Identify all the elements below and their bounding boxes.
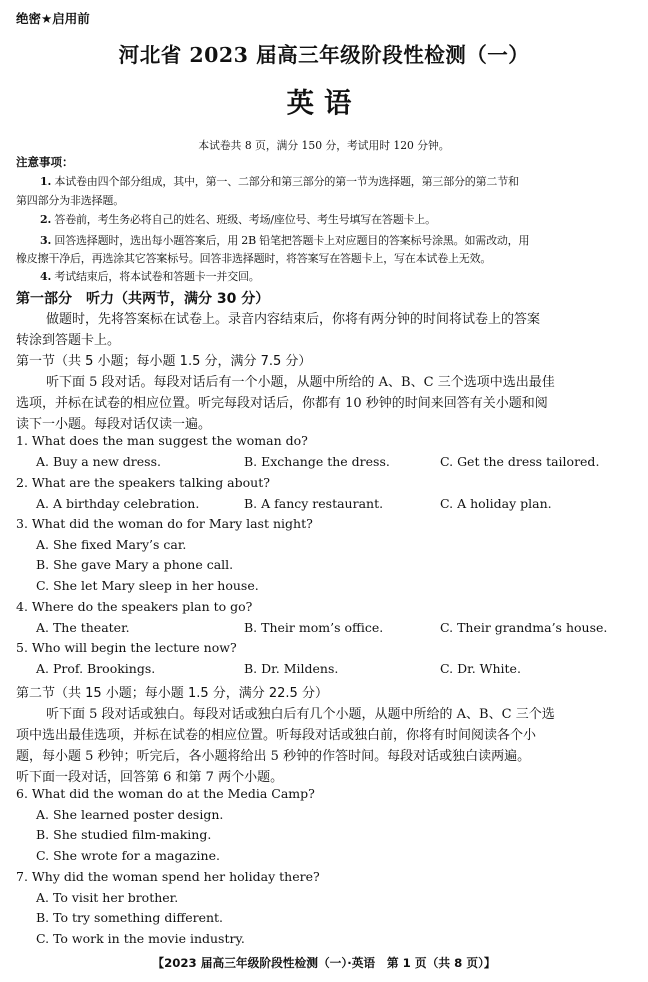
q7-option-a: A. To visit her brother. — [36, 890, 179, 905]
q5-option-a: A. Prof. Brookings. — [36, 661, 156, 676]
notice-item-1-line-1: 1. 本试卷由四个部分组成，其中，第一、二部分和第三部分的第一节为选择题，第三部分的第二节和 — [40, 175, 519, 188]
section2-intro-line-1: 听下面 5 段对话或独白。每段对话或独白后有几个小题，从题中所给的 A、B、C 三个选 — [46, 707, 555, 722]
section2-lead: 听下面一段对话，回答第 6 和第 7 两个小题。 — [16, 770, 284, 785]
question-3: 3. What did the woman do for Mary last night? — [16, 516, 313, 531]
q1-option-c: C. Get the dress tailored. — [440, 454, 600, 469]
exam-title: 河北省 2023 届高三年级阶段性检测（一） — [118, 43, 530, 67]
page-footer: 【2023 届高三年级阶段性检测（一）·英语 第 1 页（共 8 页）】 — [152, 956, 496, 970]
q3-option-a: A. She fixed Mary’s car. — [36, 537, 187, 552]
q7-option-c: C. To work in the movie industry. — [36, 931, 245, 946]
q2-option-c: C. A holiday plan. — [440, 496, 552, 511]
notice-item-1-line-2: 第四部分为非选择题。 — [16, 194, 124, 207]
q5-option-b: B. Dr. Mildens. — [244, 661, 339, 676]
notice-item-3-line-1: 3. 回答选择题时，选出每小题答案后，用 2B 铅笔把答题卡上对应题目的答案标号涂黑。如需改动，用 — [40, 234, 530, 247]
notice-heading: 注意事项： — [16, 155, 74, 169]
exam-info: 本试卷共 8 页，满分 150 分，考试用时 120 分钟。 — [198, 139, 450, 152]
question-2: 2. What are the speakers talking about? — [16, 475, 270, 490]
q2-option-b: B. A fancy restaurant. — [244, 496, 384, 511]
q1-option-b: B. Exchange the dress. — [244, 454, 390, 469]
notice-item-2: 2. 答卷前，考生务必将自己的姓名、班级、考场/座位号、考生号填写在答题卡上。 — [40, 213, 436, 226]
q4-option-c: C. Their grandma’s house. — [440, 620, 608, 635]
q6-option-b: B. She studied film-making. — [36, 827, 212, 842]
section2-intro-line-3: 题，每小题 5 秒钟；听完后，各小题将给出 5 秒钟的作答时间。每段对话或独白读两遍。 — [16, 749, 531, 764]
notice-item-4: 4. 考试结束后，将本试卷和答题卡一并交回。 — [40, 270, 260, 283]
question-1: 1. What does the man suggest the woman do? — [16, 433, 308, 448]
q4-option-b: B. Their mom’s office. — [244, 620, 384, 635]
q2-option-a: A. A birthday celebration. — [36, 496, 200, 511]
q3-option-c: C. She let Mary sleep in her house. — [36, 578, 259, 593]
confidential-label: 绝密★启用前 — [16, 11, 90, 26]
section2-title: 第二节（共 15 小题；每小题 1.5 分，满分 22.5 分） — [16, 686, 328, 701]
question-4: 4. Where do the speakers plan to go? — [16, 599, 253, 614]
section1-title: 第一节（共 5 小题；每小题 1.5 分，满分 7.5 分） — [16, 354, 312, 369]
question-6: 6. What did the woman do at the Media Camp? — [16, 786, 315, 801]
q4-option-a: A. The theater. — [36, 620, 130, 635]
notice-item-3-line-2: 橡皮擦干净后，再选涂其它答案标号。回答非选择题时，将答案写在答题卡上，写在本试卷上无效。 — [16, 252, 492, 265]
part1-intro-line-2: 转涂到答题卡上。 — [16, 333, 121, 348]
section2-intro-line-2: 项中选出最佳选项，并标在试卷的相应位置。听每段对话或独白前，你将有时间阅读各个小 — [16, 728, 537, 743]
section1-intro-line-1: 听下面 5 段对话。每段对话后有一个小题，从题中所给的 A、B、C 三个选项中选出最佳 — [46, 375, 555, 390]
subject-title: 英语 — [286, 88, 362, 119]
part1-title: 第一部分 听力（共两节，满分 30 分） — [16, 291, 270, 307]
part1-intro-line-1: 做题时，先将答案标在试卷上。录音内容结束后，你将有两分钟的时间将试卷上的答案 — [46, 312, 541, 327]
question-5: 5. Who will begin the lecture now? — [16, 640, 237, 655]
q7-option-b: B. To try something different. — [36, 910, 224, 925]
question-7: 7. Why did the woman spend her holiday there? — [16, 869, 320, 884]
q6-option-c: C. She wrote for a magazine. — [36, 848, 220, 863]
q1-option-a: A. Buy a new dress. — [36, 454, 161, 469]
section1-intro-line-3: 读下一小题。每段对话仅读一遍。 — [16, 417, 212, 432]
q3-option-b: B. She gave Mary a phone call. — [36, 557, 234, 572]
q5-option-c: C. Dr. White. — [440, 661, 521, 676]
q6-option-a: A. She learned poster design. — [36, 807, 224, 822]
section1-intro-line-2: 选项，并标在试卷的相应位置。听完每段对话后，你都有 10 秒钟的时间来回答有关小题和阅 — [16, 396, 548, 411]
